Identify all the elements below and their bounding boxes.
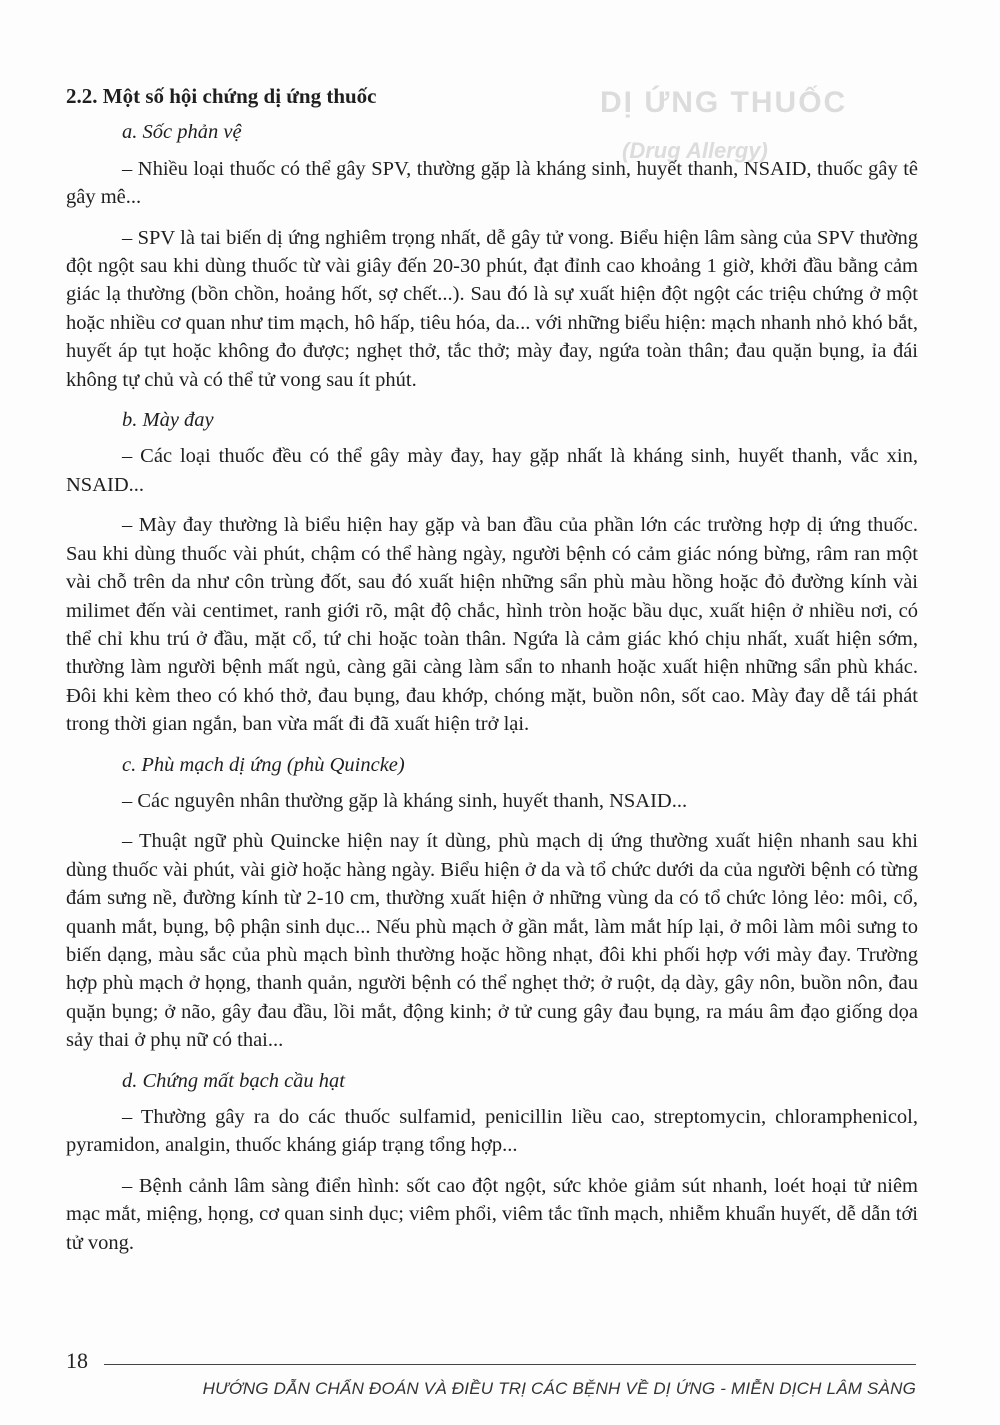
paragraph: – Các nguyên nhân thường gặp là kháng sinh, huyết thanh, NSAID... (122, 789, 688, 812)
subsection-urticaria (66, 406, 918, 738)
paragraph: – Mày đay thường là biểu hiện hay gặp và ban đầu của phần lớn các trường hợp dị ứng thuốc. Sau khi dùng thuốc vài phút, chậm có thể hàng ngày, người bệnh có cảm giác nóng bừng, râm ran một vài chỗ trên da như côn trùng đốt, sau đó xuất hiện những sẩn phù màu hồng hoặc đỏ đường kính vài milimet đến vài centimet, ranh giới rõ, mật độ chắc, hình tròn hoặc bầu dục, xuất hiện ở nhiều nơi, có thể chỉ khu trú ở đầu, mặt cổ, tứ chi hoặc toàn thân. Ngứa là cảm giác khó chịu nhất, xuất hiện sớm, thường làm người bệnh mất ngủ, càng gãi càng làm sẩn to nhanh hoặc xuất hiện những sẩn phù khác. Đôi khi kèm theo có khó thở, đau bụng, đau khớp, chóng mặt, buồn nôn, sốt cao. Mày đay dễ tái phát trong thời gian ngắn, ban vừa mất đi đã xuất hiện trở lại. (66, 514, 918, 736)
paragraph: – Bệnh cảnh lâm sàng điển hình: sốt cao đột ngột, sức khỏe giảm sút nhanh, loét hoại tử niêm mạc mắt, miệng, họng, cơ quan sinh dục; viêm phổi, viêm tắc tĩnh mạch, nhiễm khuẩn huyết, dễ dẫn tới tử vong. (66, 1174, 918, 1254)
paragraph: – Các loại thuốc đều có thể gây mày đay, hay gặp nhất là kháng sinh, huyết thanh, vắc xin, NSAID... (66, 445, 918, 496)
subsection-anaphylaxis (66, 118, 918, 394)
paragraph: – Nhiều loại thuốc có thể gây SPV, thường gặp là kháng sinh, huyết thanh, NSAID, thuốc gây tê gây mê... (66, 157, 918, 209)
subsection-agranulocytosis (66, 1067, 918, 1257)
subsection-title: a. Sốc phản vệ (122, 121, 242, 144)
running-footer-title: HƯỚNG DẪN CHẨN ĐOÁN VÀ ĐIỀU TRỊ CÁC BỆNH VỀ DỊ ỨNG - MIỄN DỊCH LÂM SÀNG (202, 1379, 916, 1398)
page-body (66, 82, 918, 1269)
section-heading: 2.2. Một số hội chứng dị ứng thuốc (66, 84, 377, 108)
page-number: 18 (66, 1348, 88, 1373)
subsection-title: b. Mày đay (122, 409, 214, 432)
bleed-through-subtitle: (Drug Allergy) (622, 138, 768, 163)
subsection-angioedema (66, 751, 918, 1055)
subsection-title: c. Phù mạch dị ứng (phù Quincke) (122, 753, 405, 776)
footer-divider (104, 1364, 916, 1365)
bleed-through-title: DỊ ỨNG THUỐC (600, 86, 848, 119)
paragraph: – Thường gây ra do các thuốc sulfamid, penicillin liều cao, streptomycin, chloramphenicol, pyramidon, analgin, thuốc kháng giáp trạng tổng hợp... (66, 1106, 918, 1157)
paragraph: – Thuật ngữ phù Quincke hiện nay ít dùng, phù mạch dị ứng thường xuất hiện nhanh sau khi dùng thuốc vài phút, vài giờ hoặc hàng ngày. Biểu hiện ở da và tổ chức dưới da của người bệnh có từng đám sưng nề, đường kính từ 2-10 cm, thường xuất hiện ở những vùng da có tổ chức lỏng lẻo: môi, cổ, quanh mắt, bụng, bộ phận sinh dục... Nếu phù mạch ở gần mắt, làm mắt híp lại, ở môi làm môi sưng to biến dạng, màu sắc của phù mạch bình thường hoặc hồng nhạt, đôi khi phối hợp với mày đay. Trường hợp phù mạch ở họng, thanh quản, người bệnh có thể nghẹt thở; ở ruột, dạ dày, gây nôn, buồn nôn, đau quặn bụng; ở não, gây đau đầu, lồi mắt, động kinh; ở tử cung gây đau bụng, ra máu âm đạo giống dọa sảy thai ở phụ nữ có thai... (66, 830, 918, 1052)
paragraph: – SPV là tai biến dị ứng nghiêm trọng nhất, dễ gây tử vong. Biểu hiện lâm sàng của SPV thường đột ngột sau khi dùng thuốc từ vài giây đến 20-30 phút, đạt đỉnh cao khoảng 1 giờ, khởi đầu bằng cảm giác lạ thường (bồn chồn, hoảng hốt, sợ chết...). Sau đó là sự xuất hiện đột ngột các triệu chứng ở một hoặc nhiều cơ quan như tim mạch, hô hấp, tiêu hóa, da... với những biểu hiện: mạch nhanh nhỏ khó bắt, huyết áp tụt hoặc không đo được; nghẹt thở, tắc thở; mày đay, ngứa toàn thân; đau quặn bụng, ỉa đái không tự chủ và có thể tử vong sau ít phút. (66, 226, 918, 391)
subsection-title: d. Chứng mất bạch cầu hạt (122, 1069, 345, 1092)
